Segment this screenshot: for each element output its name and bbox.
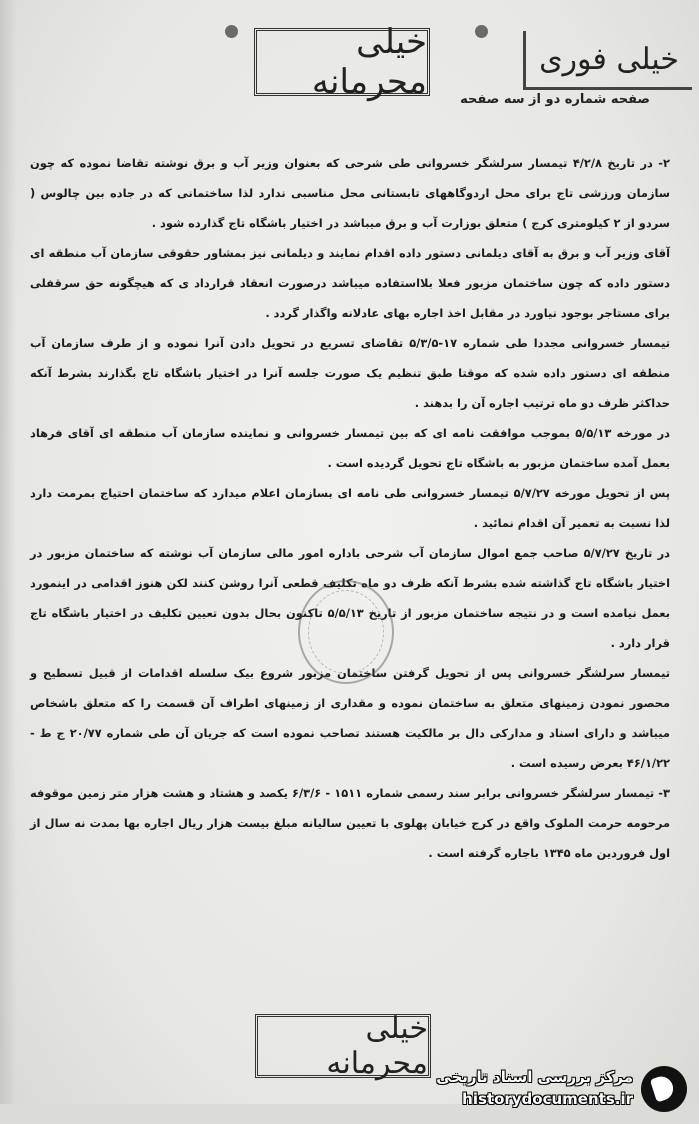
paragraph-5: پس از تحویل مورخه ۵/۷/۲۷ تیمسار خسروانی طی نامه ای بسازمان اعلام میدارد که ساختمان احتیاج بمرمت دارد لذا نسبت به تعمیر آن اقدام نمائید .: [30, 486, 670, 530]
faded-round-seal: [298, 580, 394, 684]
page-number-line: صفحه شماره دو از سه صفحه: [460, 92, 650, 107]
stamp-top-confidential: خیلی محرمانه: [254, 28, 430, 96]
paragraph-1: ۲- در تاریخ ۴/۲/۸ تیمسار سرلشگر خسروانی طی شرحی که بعنوان وزیر آب و برق نوشته تقاضا نموده که چون سازمان ورزشی تاج برای محل اردوگاههای تابستانی محل مناسبی ندارد لذا ساختمانی که در جاده بین چالوس ( سردو از ۲ کیلومتری کرج ) متعلق بوزارت آب و برق میباشد در اختیار باشگاه تاج گذارده شود .: [30, 156, 670, 230]
archive-logo-icon: [641, 1066, 687, 1112]
watermark-url: historydocuments.ir: [462, 1090, 633, 1108]
letter-body: [30, 148, 670, 868]
pin-hole-left: [225, 25, 238, 38]
stamp-bottom-confidential: خیلی محرمانه: [255, 1014, 431, 1078]
paragraph-3: تیمسار خسروانی مجددا طی شماره ۱۷-۵/۳/۵ تقاضای تسریع در تحویل دادن آنرا نموده و از طرف سازمان آب منطقه ای دستور داده شده که موقتا طبق تنظیم یک صورت جلسه آنرا در اختیار باشگاه تاج بگذارند بشرط آنکه حداکثر ظرف دو ماه ترتیب اجاره آن را بدهند .: [30, 336, 670, 410]
paragraph-6: در تاریخ ۵/۷/۲۷ صاحب جمع اموال سازمان آب شرحی باداره امور مالی سازمان آب نوشته که ساختمان مزبور در اختیار باشگاه تاج گذاشته شده بشرط آنکه ظرف دو ماه تکلیف قطعی آنرا روشن کنند لکن هنوز اقدامی در اینمورد بعمل نیامده است و در نتیجه ساختمان مزبور از تاریخ ۵/۵/۱۳ تاکنون بحال بدون تعیین تکلیف در اختیار باشگاه تاج قرار دارد .: [30, 546, 670, 650]
seal-inner-ring: [308, 590, 384, 674]
paragraph-7: تیمسار سرلشگر خسروانی پس از تحویل گرفتن ساختمان مزبور شروع بیک سلسله اقدامات از قبیل تسطیح و محصور نمودن زمینهای متعلق به ساختمان نموده و مقداری از زمینهای اطراف آن قسمت را که متعلق باشخاص میباشد و دارای اسناد و مدارکی دال بر مالکیت هستند تصاحب نموده است که جریان آن طی شماره ۲۰/۷۷ ج ط - ۴۶/۱/۲۲ بعرض رسیده است .: [30, 666, 670, 770]
paragraph-2: آقای وزیر آب و برق به آقای دیلمانی دستور داده اقدام نمایند و دیلمانی نیز بمشاور حقوقی سازمان آب منطقه ای دستور داده که چون ساختمان مزبور فعلا بلااستفاده میباشد درصورت انعقاد قرارداد ی که هیچگونه حق سرقفلی برای مستاجر بوجود نیاورد در مقابل اخذ اجاره بهای عادلانه واگذار گردد .: [30, 246, 670, 320]
scan-edge-shadow: [0, 0, 16, 1124]
paragraph-8: ۳- تیمسار سرلشگر خسروانی برابر سند رسمی شماره ۱۵۱۱ - ۶/۳/۶ یکصد و هشتاد و هشت هزار متر زمین موقوفه مرحومه حرمت الملوک واقع در کرج خیابان پهلوی با تعیین سالیانه مبلغ بیست هزار ریال اجاره بها بمدت نه سال از اول فروردین ماه ۱۳۴۵ باجاره گرفته است .: [30, 786, 670, 860]
watermark-title: مرکز بررسی اسناد تاریخی: [436, 1068, 633, 1086]
archive-watermark: [405, 1062, 695, 1118]
paragraph-4: در مورخه ۵/۵/۱۳ بموجب موافقت نامه ای که بین تیمسار خسروانی و نماینده سازمان آب منطقه ای آقای فرهاد بعمل آمده ساختمان مزبور به باشگاه تاج تحویل گردیده است .: [30, 426, 670, 470]
pin-hole-right: [475, 25, 488, 38]
stamp-top-urgent: خیلی فوری: [523, 31, 692, 90]
